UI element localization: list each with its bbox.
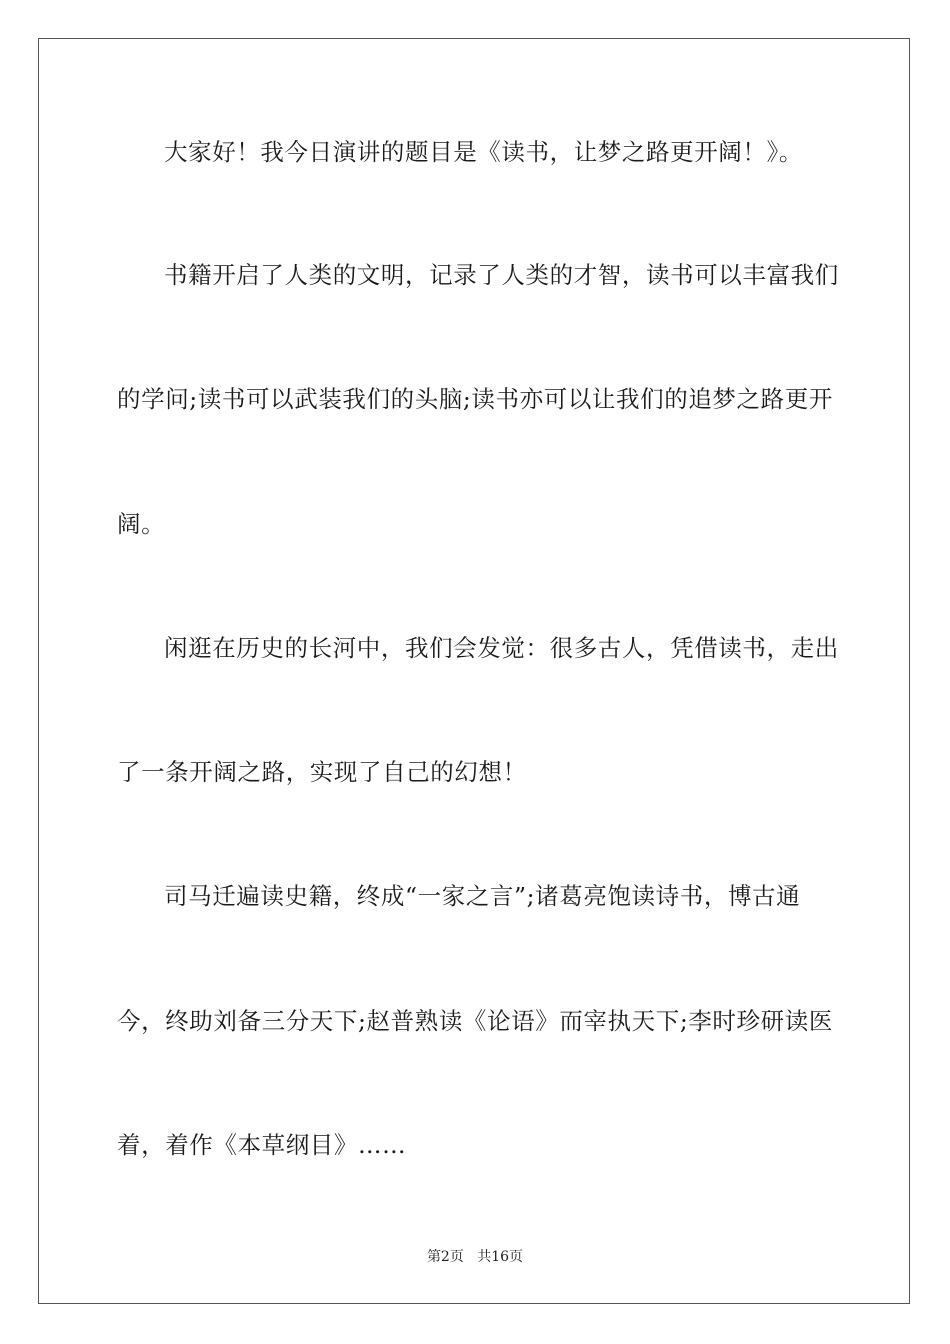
text-line: 司马迁遍读史籍，终成“一家之言”;诸葛亮饱读诗书，博古通	[164, 882, 801, 910]
text-line: 闲逛在历史的长河中，我们会发觉：很多古人，凭借读书，走出	[164, 634, 839, 662]
text-line: 今，终助刘备三分天下;赵普熟读《论语》而宰执天下;李时珍研读医	[117, 1007, 833, 1035]
text-line: 大家好！我今日演讲的题目是《读书，让梦之路更开阔！》。	[164, 138, 803, 166]
text-line: 阔。	[117, 510, 166, 538]
page-total: 共16页	[477, 1249, 524, 1265]
text-line: 着，着作《本草纲目》……	[117, 1131, 407, 1159]
page-footer	[0, 1247, 950, 1267]
page-number: 第2页	[426, 1249, 464, 1265]
text-line: 书籍开启了人类的文明，记录了人类的才智，读书可以丰富我们	[164, 261, 839, 289]
text-line: 了一条开阔之路，实现了自己的幻想！	[117, 758, 527, 786]
page-frame	[38, 38, 910, 1304]
text-line: 的学问;读书可以武装我们的头脑;读书亦可以让我们的追梦之路更开	[117, 385, 833, 413]
